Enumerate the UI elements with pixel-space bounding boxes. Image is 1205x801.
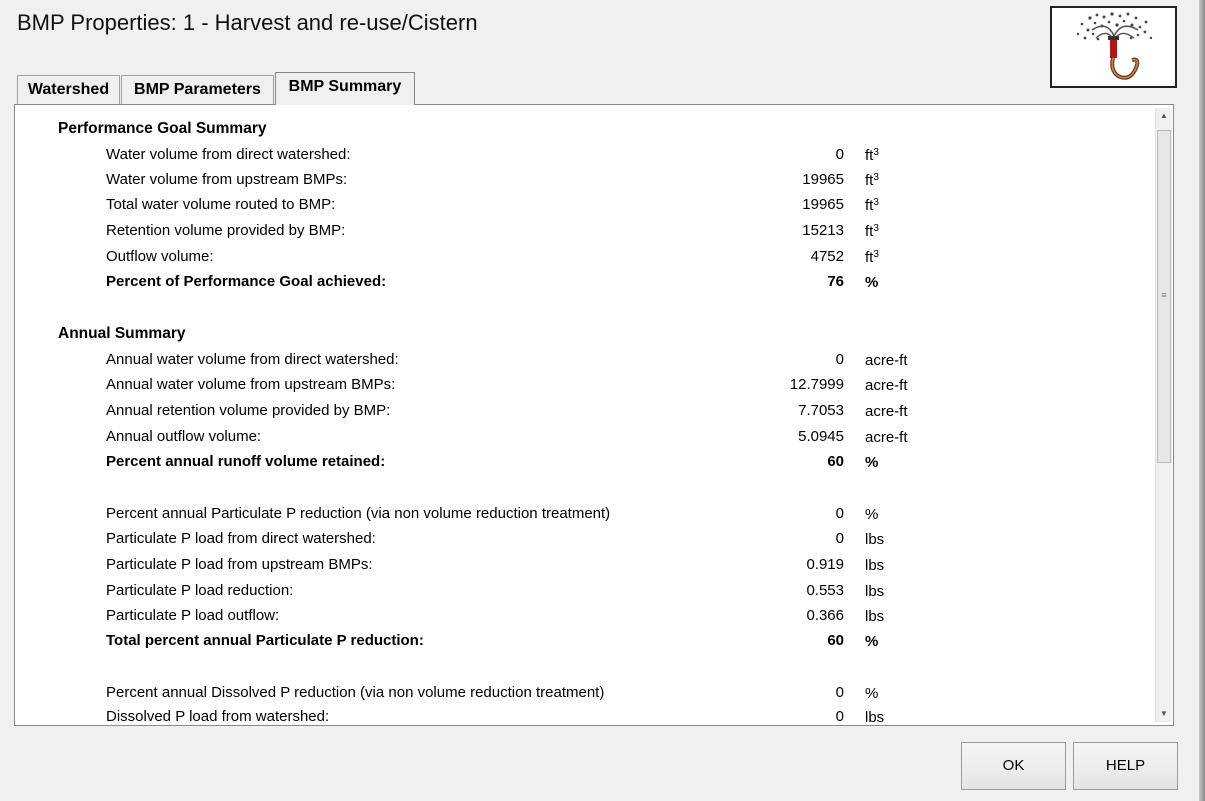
summary-row xyxy=(18,376,1154,400)
summary-row xyxy=(18,351,1154,375)
row-unit: % xyxy=(865,506,879,523)
row-label: Retention volume provided by BMP: xyxy=(106,222,346,239)
row-label: Particulate P load from direct watershed: xyxy=(106,530,376,547)
scrollbar-grip-icon: ≡ xyxy=(1161,290,1167,300)
summary-row xyxy=(18,556,1154,580)
row-value: 12.7999 xyxy=(789,376,844,393)
summary-row xyxy=(18,402,1154,426)
row-unit: acre-ft xyxy=(865,377,908,394)
row-value: 4752 xyxy=(810,248,844,265)
sprinkler-logo-icon xyxy=(1052,8,1177,88)
row-unit: acre-ft xyxy=(865,429,908,446)
row-label: Outflow volume: xyxy=(106,248,214,265)
row-value: 0 xyxy=(835,505,844,522)
row-unit: lbs xyxy=(865,557,885,574)
scroll-up-arrow-icon[interactable]: ▲ xyxy=(1160,111,1168,120)
performance-goal-summary-title: Performance Goal Summary xyxy=(58,120,267,137)
row-label: Percent annual Particulate P reduction (via non volume reduction treatment) xyxy=(106,505,611,522)
summary-row xyxy=(18,171,1154,195)
row-value: 19965 xyxy=(802,196,844,213)
row-label: Annual water volume from direct watershed: xyxy=(106,351,399,368)
row-value: 0.366 xyxy=(806,607,844,624)
row-label: Water volume from direct watershed: xyxy=(106,146,351,163)
row-label: Annual retention volume provided by BMP: xyxy=(106,402,391,419)
row-unit: lbs xyxy=(865,608,885,625)
row-unit: lbs xyxy=(865,583,885,600)
vertical-scrollbar[interactable] xyxy=(1155,108,1172,722)
scrollbar-thumb[interactable] xyxy=(1157,130,1171,463)
row-unit: $ft^3$ xyxy=(865,147,879,164)
summary-total-row xyxy=(18,273,1154,297)
row-value: 0 xyxy=(835,351,844,368)
window-title: BMP Properties: 1 - Harvest and re-use/Cistern xyxy=(17,10,478,35)
scroll-down-arrow-icon[interactable]: ▼ xyxy=(1160,709,1168,718)
row-unit: % xyxy=(865,454,879,471)
row-value: 5.0945 xyxy=(798,428,844,445)
row-unit: % xyxy=(865,633,879,650)
row-label: Annual outflow volume: xyxy=(106,428,262,445)
tab-bmp-summary[interactable]: BMP Summary xyxy=(275,72,415,105)
row-value: 0 xyxy=(835,146,844,163)
row-label: Total percent annual Particulate P reduction: xyxy=(106,632,424,649)
row-unit: acre-ft xyxy=(865,352,908,369)
row-value: 76 xyxy=(827,273,844,290)
row-value: 0.553 xyxy=(806,582,844,599)
row-label: Total water volume routed to BMP: xyxy=(106,196,336,213)
row-value: 60 xyxy=(827,632,844,649)
tab-bmp-parameters[interactable]: BMP Parameters xyxy=(121,75,274,104)
row-label: Percent annual runoff volume retained: xyxy=(106,453,386,470)
summary-row xyxy=(18,684,1154,708)
summary-panel xyxy=(14,104,1174,726)
row-unit: $ft^3$ xyxy=(865,172,879,189)
summary-total-row xyxy=(18,453,1154,477)
row-value: 15213 xyxy=(802,222,844,239)
row-value: 0.919 xyxy=(806,556,844,573)
summary-row xyxy=(18,146,1154,170)
summary-row xyxy=(18,428,1154,452)
row-unit: acre-ft xyxy=(865,403,908,420)
row-label: Dissolved P load from watershed: xyxy=(106,708,330,722)
summary-total-row xyxy=(18,632,1154,656)
ok-button[interactable]: OK xyxy=(961,742,1066,790)
row-unit: $ft^3$ xyxy=(865,223,879,240)
row-unit: lbs xyxy=(865,709,885,722)
window-right-border xyxy=(1199,0,1205,801)
row-value: 0 xyxy=(835,684,844,701)
app-logo xyxy=(1050,6,1177,88)
summary-row xyxy=(18,196,1154,220)
summary-row xyxy=(18,505,1154,529)
row-value: 60 xyxy=(827,453,844,470)
row-unit: % xyxy=(865,685,879,702)
row-unit: % xyxy=(865,274,879,291)
row-label: Annual water volume from upstream BMPs: xyxy=(106,376,396,393)
annual-summary-title: Annual Summary xyxy=(58,325,186,342)
row-unit: lbs xyxy=(865,531,885,548)
tab-watershed[interactable]: Watershed xyxy=(17,75,120,104)
row-label: Percent of Performance Goal achieved: xyxy=(106,273,387,290)
row-label: Particulate P load from upstream BMPs: xyxy=(106,556,373,573)
summary-row xyxy=(18,708,1154,722)
summary-row xyxy=(18,222,1154,246)
row-unit: $ft^3$ xyxy=(865,249,879,266)
row-unit: $ft^3$ xyxy=(865,197,879,214)
row-value: 0 xyxy=(835,530,844,547)
row-label: Particulate P load outflow: xyxy=(106,607,280,624)
row-label: Particulate P load reduction: xyxy=(106,582,294,599)
summary-content xyxy=(18,108,1154,722)
row-label: Water volume from upstream BMPs: xyxy=(106,171,348,188)
summary-row xyxy=(18,582,1154,606)
summary-row xyxy=(18,530,1154,554)
summary-row xyxy=(18,248,1154,272)
row-value: 0 xyxy=(835,708,844,722)
row-value: 19965 xyxy=(802,171,844,188)
summary-row xyxy=(18,607,1154,631)
row-value: 7.7053 xyxy=(798,402,844,419)
row-label: Percent annual Dissolved P reduction (via non volume reduction treatment) xyxy=(106,684,605,701)
help-button[interactable]: HELP xyxy=(1073,742,1178,790)
